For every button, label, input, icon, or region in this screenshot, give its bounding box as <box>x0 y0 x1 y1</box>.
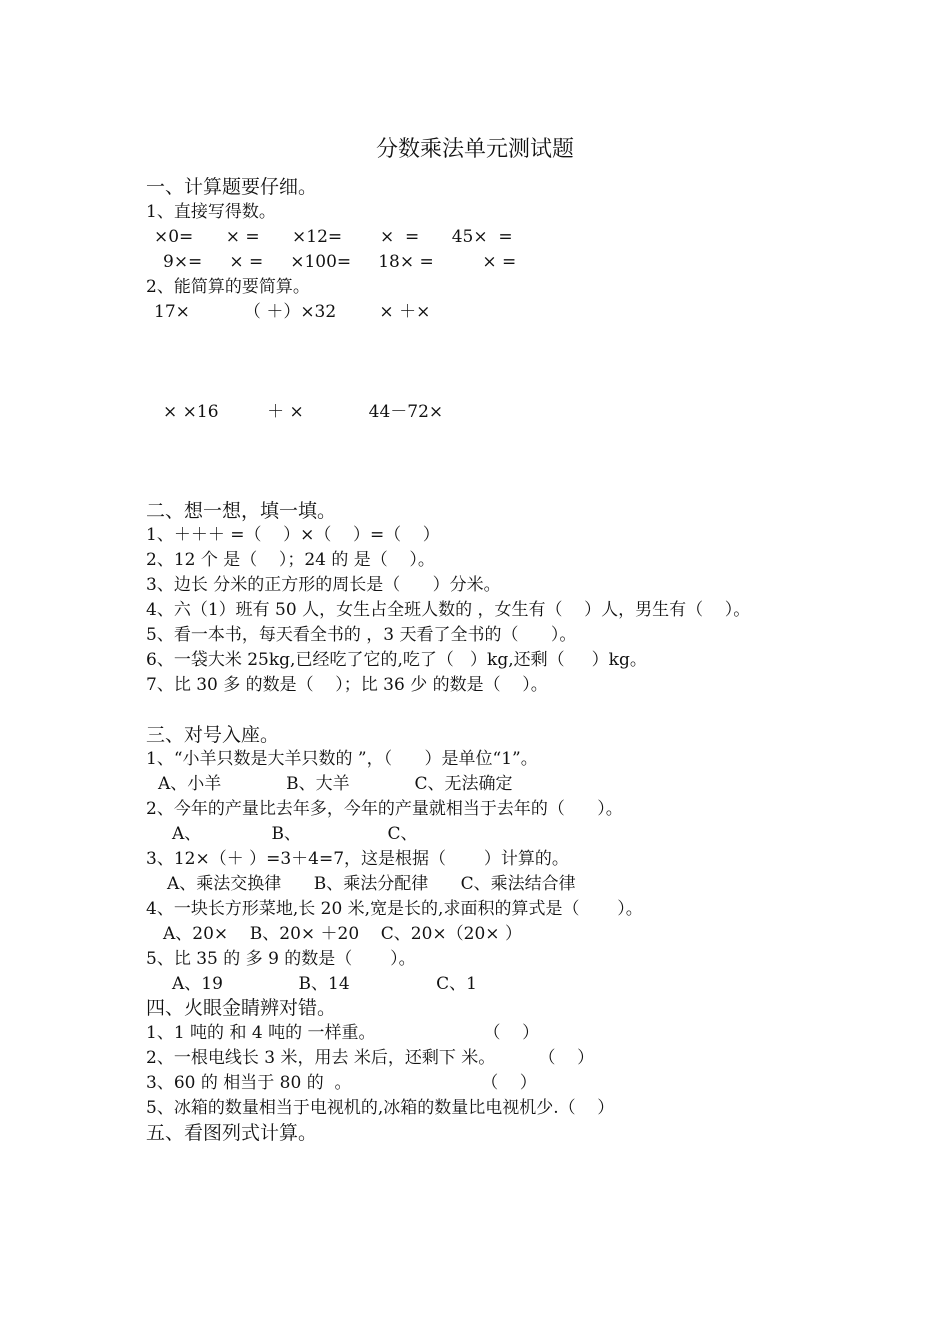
section-5-heading: 五、看图列式计算。 <box>146 1122 318 1144</box>
judge-question-5: 5、冰箱的数量相当于电视机的,冰箱的数量比电视机少.（ ） <box>146 1098 615 1118</box>
fill-question-3: 3、边长 分米的正方形的周长是（ ）分米。 <box>146 575 501 595</box>
choice-options-4: A、20× B、20× ＋20 C、20×（20× ） <box>163 924 522 944</box>
simplify-row-2: × ×16 ＋ × 44－72× <box>163 402 444 422</box>
simplify-row-1: 17× （ ＋）×32 × ＋× <box>154 302 431 322</box>
fill-question-1: 1、＋＋＋ =（ ）×（ ）=（ ） <box>146 525 440 545</box>
section-1-heading: 一、计算题要仔细。 <box>146 176 318 198</box>
judge-question-1: 1、1 吨的 和 4 吨的 一样重。 （ ） <box>146 1023 540 1043</box>
fill-question-2: 2、12 个 是（ ）；24 的 是（ ）。 <box>146 550 435 570</box>
section-4-heading: 四、火眼金睛辨对错。 <box>146 997 337 1019</box>
choice-question-5: 5、比 35 的 多 9 的数是（ ）。 <box>146 949 416 969</box>
question-1-1: 1、直接写得数。 <box>146 202 276 222</box>
question-1-2: 2、能简算的要简算。 <box>146 277 310 297</box>
fill-question-5: 5、看一本书，每天看全书的 ，3 天看了全书的（ ）。 <box>146 625 577 645</box>
choice-question-4: 4、一块长方形菜地,长 20 米,宽是长的,求面积的算式是（ ）。 <box>146 899 643 919</box>
mental-math-row-2: 9×= × = ×100= 18× = × = <box>163 252 517 272</box>
fill-question-4: 4、六（1）班有 50 人，女生占全班人数的 ，女生有（ ）人，男生有（ ）。 <box>146 600 751 620</box>
mental-math-row-1: ×0= × = ×12= × = 45× = <box>154 227 513 247</box>
choice-question-1: 1、“小羊只数是大羊只数的 ”，（ ）是单位“1”。 <box>146 749 538 769</box>
choice-options-5: A、19 B、14 C、1 <box>172 974 477 994</box>
section-2-heading: 二、想一想，填一填。 <box>146 500 337 522</box>
fill-question-6: 6、一袋大米 25kg,已经吃了它的,吃了（ ）kg,还剩（ ）kg。 <box>146 650 647 670</box>
choice-options-2: A、 B、 C、 <box>172 824 418 844</box>
choice-options-3: A、乘法交换律 B、乘法分配律 C、乘法结合律 <box>167 874 576 894</box>
choice-options-1: A、小羊 B、大羊 C、无法确定 <box>158 774 513 794</box>
choice-question-2: 2、今年的产量比去年多，今年的产量就相当于去年的（ ）。 <box>146 799 623 819</box>
fill-question-7: 7、比 30 多 的数是（ ）；比 36 少 的数是（ ）。 <box>146 675 548 695</box>
judge-question-2: 2、一根电线长 3 米，用去 米后，还剩下 米。 （ ） <box>146 1048 595 1068</box>
judge-question-3: 3、60 的 相当于 80 的 。 （ ） <box>146 1073 537 1093</box>
choice-question-3: 3、12×（＋ ）=3＋4=7，这是根据（ ）计算的。 <box>146 849 569 869</box>
section-3-heading: 三、对号入座。 <box>146 724 280 746</box>
page-title: 分数乘法单元测试题 <box>375 137 574 162</box>
